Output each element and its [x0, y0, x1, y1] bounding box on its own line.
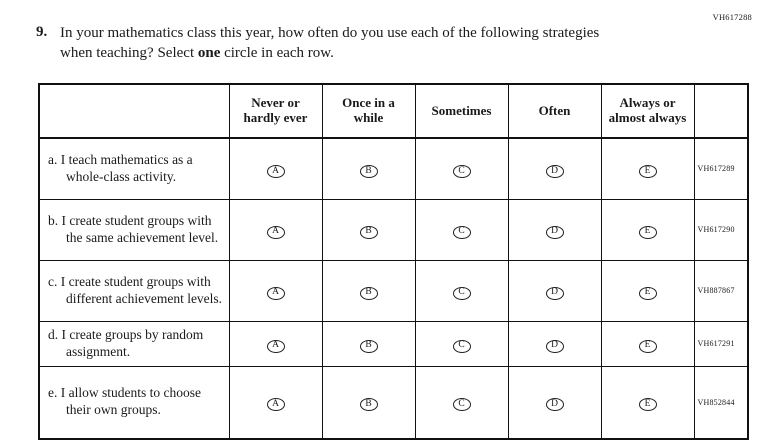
row-label: c. I create student groups with different achievement levels. — [39, 260, 229, 321]
question-text-bold: one — [197, 44, 221, 61]
row-code: VH617291 — [694, 321, 748, 366]
option-bubble-c[interactable] — [415, 366, 508, 439]
answer-circle-D[interactable]: D — [546, 165, 564, 178]
answer-circle-B[interactable]: B — [360, 398, 378, 411]
option-bubble-e[interactable] — [601, 366, 694, 439]
question-block — [36, 24, 636, 63]
answer-circle-B[interactable]: B — [360, 287, 378, 300]
answer-circle-C[interactable]: C — [453, 398, 471, 411]
answer-circle-B[interactable]: B — [360, 165, 378, 178]
column-header-always: Always or almost always — [601, 84, 694, 138]
option-bubble-e[interactable] — [601, 138, 694, 199]
question-accession-code: VH617288 — [712, 12, 752, 22]
option-bubble-c[interactable] — [415, 321, 508, 366]
answer-circle-C[interactable]: C — [453, 226, 471, 239]
table-row-e — [39, 366, 748, 439]
header-row — [39, 84, 748, 138]
row-code: VH852844 — [694, 366, 748, 439]
answer-circle-A[interactable]: A — [267, 398, 285, 411]
option-bubble-d[interactable] — [508, 321, 601, 366]
question-text-post: circle in each row. — [220, 44, 334, 61]
option-bubble-b[interactable] — [322, 199, 415, 260]
option-bubble-d[interactable] — [508, 199, 601, 260]
answer-circle-A[interactable]: A — [267, 340, 285, 353]
row-code: VH617289 — [694, 138, 748, 199]
frequency-matrix-table — [38, 83, 749, 440]
option-bubble-b[interactable] — [322, 321, 415, 366]
answer-circle-B[interactable]: B — [360, 226, 378, 239]
option-bubble-a[interactable] — [229, 366, 322, 439]
table-row-a — [39, 138, 748, 199]
answer-circle-C[interactable]: C — [453, 287, 471, 300]
option-bubble-c[interactable] — [415, 199, 508, 260]
option-bubble-e[interactable] — [601, 321, 694, 366]
option-bubble-b[interactable] — [322, 260, 415, 321]
row-code: VH887867 — [694, 260, 748, 321]
answer-circle-C[interactable]: C — [453, 165, 471, 178]
option-bubble-b[interactable] — [322, 138, 415, 199]
option-bubble-c[interactable] — [415, 138, 508, 199]
column-header-sometimes: Sometimes — [415, 84, 508, 138]
column-header-often: Often — [508, 84, 601, 138]
header-empty-cell — [39, 84, 229, 138]
row-code: VH617290 — [694, 199, 748, 260]
table-row-b — [39, 199, 748, 260]
answer-circle-E[interactable]: E — [639, 226, 657, 239]
question-text — [60, 24, 616, 63]
answer-circle-E[interactable]: E — [639, 398, 657, 411]
question-number: 9. — [36, 24, 48, 40]
option-bubble-c[interactable] — [415, 260, 508, 321]
row-label: a. I teach mathematics as a whole-class activity. — [39, 138, 229, 199]
answer-circle-A[interactable]: A — [267, 287, 285, 300]
table-row-c — [39, 260, 748, 321]
answer-circle-E[interactable]: E — [639, 287, 657, 300]
option-bubble-a[interactable] — [229, 138, 322, 199]
option-bubble-d[interactable] — [508, 260, 601, 321]
header-code-cell — [694, 84, 748, 138]
answer-circle-D[interactable]: D — [546, 287, 564, 300]
option-bubble-a[interactable] — [229, 321, 322, 366]
row-label: b. I create student groups with the same achievement level. — [39, 199, 229, 260]
answer-circle-C[interactable]: C — [453, 340, 471, 353]
option-bubble-b[interactable] — [322, 366, 415, 439]
question-text-pre: In your mathematics class this year, how often do you use each of the following strategies when teaching? Select — [60, 25, 600, 61]
option-bubble-d[interactable] — [508, 138, 601, 199]
answer-circle-A[interactable]: A — [267, 165, 285, 178]
answer-circle-E[interactable]: E — [639, 340, 657, 353]
option-bubble-a[interactable] — [229, 260, 322, 321]
answer-circle-E[interactable]: E — [639, 165, 657, 178]
answer-circle-D[interactable]: D — [546, 226, 564, 239]
row-label: e. I allow students to choose their own groups. — [39, 366, 229, 439]
column-header-never: Never or hardly ever — [229, 84, 322, 138]
option-bubble-a[interactable] — [229, 199, 322, 260]
table-row-d — [39, 321, 748, 366]
answer-circle-D[interactable]: D — [546, 398, 564, 411]
option-bubble-d[interactable] — [508, 366, 601, 439]
column-header-once-in-a-while: Once in a while — [322, 84, 415, 138]
answer-circle-A[interactable]: A — [267, 226, 285, 239]
option-bubble-e[interactable] — [601, 260, 694, 321]
option-bubble-e[interactable] — [601, 199, 694, 260]
row-label: d. I create groups by random assignment. — [39, 321, 229, 366]
answer-circle-D[interactable]: D — [546, 340, 564, 353]
answer-circle-B[interactable]: B — [360, 340, 378, 353]
